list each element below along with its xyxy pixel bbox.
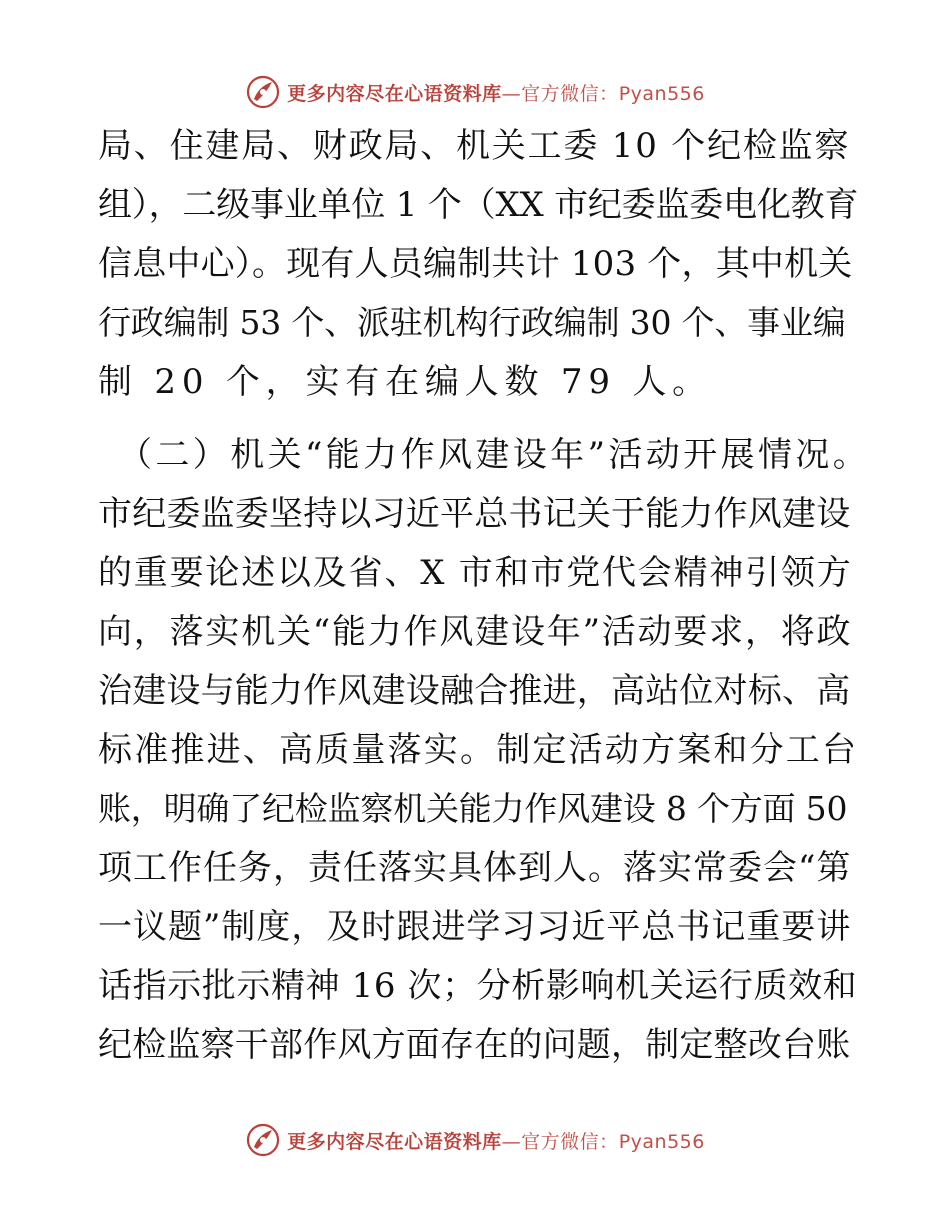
watermark-contact-id: Pyan556 [618, 82, 705, 105]
watermark-text [287, 1127, 705, 1154]
body-line: 话指示批示精神 16 次；分析影响机关运行质效和 [98, 966, 858, 1006]
body-line: 项工作任务，责任落实具体到人。落实常委会“第 [98, 848, 852, 888]
pen-logo-icon [245, 74, 281, 110]
watermark-contact-id: Pyan556 [618, 1130, 705, 1153]
body-line: 向，落实机关“能力作风建设年”活动要求，将政 [98, 612, 853, 652]
footer-watermark [0, 1120, 950, 1160]
body-line: 信息中心）。现有人员编制共计 103 个，其中机关 [98, 244, 853, 284]
watermark-dash: — [501, 1130, 522, 1153]
watermark-site-text: 更多内容尽在心语资料库 [287, 1130, 502, 1153]
body-line: 局、住建局、财政局、机关工委 10 个纪检监察 [98, 126, 851, 166]
watermark-dash: — [501, 82, 522, 105]
body-line: 制 20 个，实有在编人数 79 人。 [98, 362, 712, 402]
header-watermark [0, 72, 950, 112]
watermark-text [287, 79, 705, 106]
watermark-contact-label: 官方微信： [521, 82, 619, 105]
body-line: 一议题”制度，及时跟进学习习近平总书记重要讲 [98, 907, 852, 947]
watermark-site-text: 更多内容尽在心语资料库 [287, 82, 502, 105]
body-line: 标准推进、高质量落实。制定活动方案和分工台 [98, 730, 859, 770]
body-line: 组），二级事业单位 1 个（XX 市纪委监委电化教育 [98, 185, 859, 225]
watermark-contact-label: 官方微信： [521, 1130, 619, 1153]
pen-logo-icon [245, 1122, 281, 1158]
body-line: 市纪委监委坚持以习近平总书记关于能力作风建设 [98, 494, 851, 534]
body-line: 纪检监察干部作风方面存在的问题，制定整改台账 [98, 1025, 851, 1065]
body-line: 治建设与能力作风建设融合推进，高站位对标、高 [98, 671, 851, 711]
body-line: 的重要论述以及省、X 市和市党代会精神引领方 [98, 553, 853, 593]
section-heading: （二）机关“能力作风建设年”活动开展情况。 [118, 435, 871, 475]
body-line: 账，明确了纪检监察机关能力作风建设 8 个方面 50 [98, 789, 848, 828]
body-line: 行政编制 53 个、派驻机构行政编制 30 个、事业编 [98, 303, 846, 342]
